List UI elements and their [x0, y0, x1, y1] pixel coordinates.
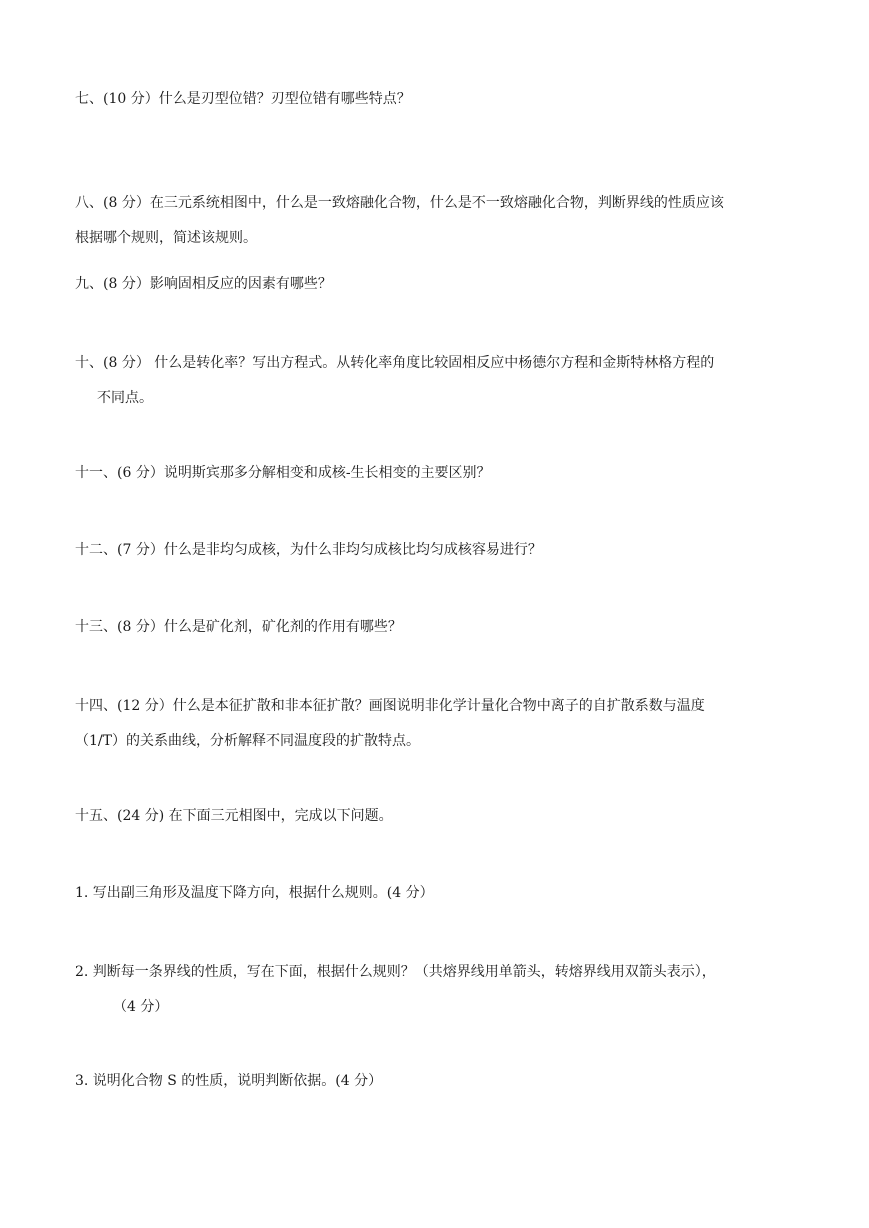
question-10-line-1: 十、(8 分） 什么是转化率？写出方程式。从转化率角度比较固相反应中杨德尔方程和金斯特林格方程的 [75, 355, 715, 371]
subquestion-1 [75, 876, 795, 911]
question-14-line-2: （1/T）的关系曲线，分析解释不同温度段的扩散特点。 [75, 733, 420, 749]
subquestion-3-text: 3. 说明化合物 S 的性质，说明判断依据。(4 分） [75, 1073, 383, 1089]
question-15 [75, 799, 795, 834]
question-9-text: 九、(8 分）影响固相反应的因素有哪些？ [75, 276, 332, 292]
question-14-line-1: 十四、(12 分）什么是本征扩散和非本征扩散？画图说明非化学计量化合物中离子的自扩散系数与温度 [75, 698, 705, 714]
subquestion-2-line-1: 2. 判断每一条界线的性质，写在下面，根据什么规则？（共熔界线用单箭头，转熔界线用双箭头表示）， [75, 964, 716, 980]
question-10 [75, 346, 795, 416]
question-12-text: 十二、(7 分）什么是非均匀成核，为什么非均匀成核比均匀成核容易进行？ [75, 542, 542, 558]
question-8-line-2: 根据哪个规则，简述该规则。 [75, 230, 257, 246]
question-7-text: 七、(10 分）什么是刃型位错？刃型位错有哪些特点？ [75, 91, 411, 107]
question-9 [75, 267, 795, 302]
question-13 [75, 610, 795, 645]
question-7 [75, 82, 795, 117]
subquestion-2 [75, 955, 795, 1025]
question-15-text: 十五、(24 分) 在下面三元相图中，完成以下问题。 [75, 808, 393, 824]
question-14 [75, 689, 795, 759]
subquestion-3 [75, 1064, 795, 1099]
question-11-text: 十一、(6 分）说明斯宾那多分解相变和成核-生长相变的主要区别？ [75, 465, 491, 481]
subquestion-1-text: 1. 写出副三角形及温度下降方向，根据什么规则。(4 分） [75, 885, 434, 901]
question-8 [75, 186, 795, 256]
question-10-line-2: 不同点。 [97, 390, 153, 406]
question-12 [75, 533, 795, 568]
question-11 [75, 456, 795, 491]
question-13-text: 十三、(8 分）什么是矿化剂，矿化剂的作用有哪些？ [75, 619, 402, 635]
question-8-line-1: 八、(8 分）在三元系统相图中，什么是一致熔融化合物，什么是不一致熔融化合物，判断界线的性质应该 [75, 195, 724, 211]
subquestion-2-line-2: （4 分） [113, 999, 169, 1015]
